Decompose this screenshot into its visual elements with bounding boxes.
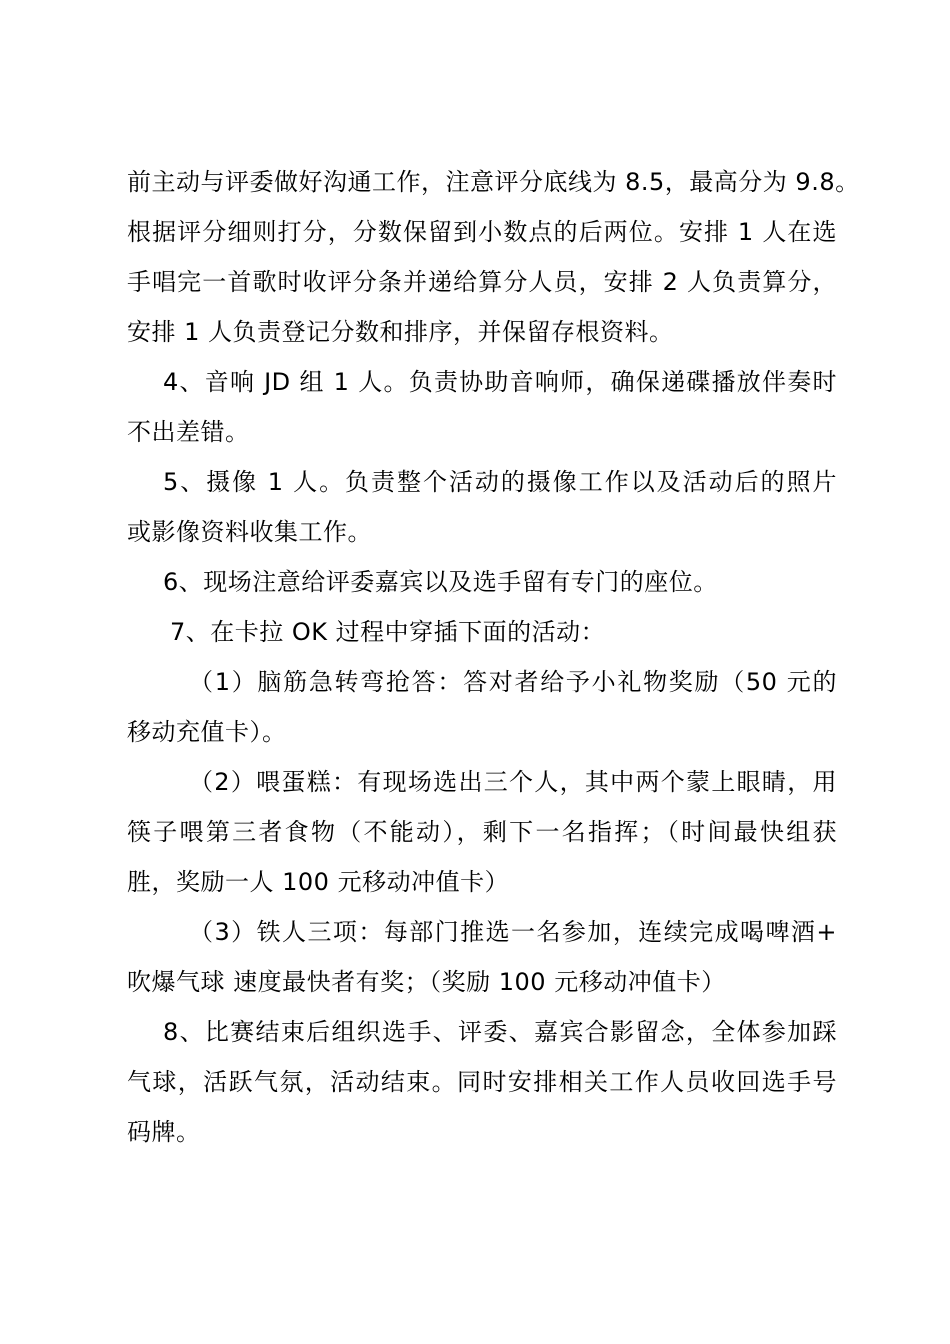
sub-item-1-line-2: 移动充值卡）。 [127, 718, 287, 746]
item-7-line: 7、在卡拉 OK 过程中穿插下面的活动： [170, 618, 606, 646]
text-line-1: 前主动与评委做好沟通工作，注意评分底线为 8.5，最高分为 9.8。 [127, 168, 860, 196]
sub-item-3-line-1: （3）铁人三项：每部门推选一名参加，连续完成喝啤酒+ [189, 918, 837, 946]
item-8-line-2: 气球，活跃气氛，活动结束。同时安排相关工作人员收回选手号 [127, 1068, 837, 1096]
sub-item-1-line-1: （1）脑筋急转弯抢答：答对者给予小礼物奖励（50 元的 [189, 668, 837, 696]
item-5-line-1: 5、摄像 1 人。负责整个活动的摄像工作以及活动后的照片 [163, 468, 837, 496]
sub-item-3-line-2: 吹爆气球 速度最快者有奖；（奖励 100 元移动冲值卡） [127, 968, 726, 996]
item-4-line-2: 不出差错。 [127, 418, 250, 446]
sub-item-2-line-1: （2）喂蛋糕：有现场选出三个人，其中两个蒙上眼睛，用 [189, 768, 837, 796]
item-8-line-3: 码牌。 [127, 1118, 201, 1146]
item-5-line-2: 或影像资料收集工作。 [127, 518, 372, 546]
item-6-line: 6、现场注意给评委嘉宾以及选手留有专门的座位。 [163, 568, 718, 596]
sub-item-2-line-3: 胜，奖励一人 100 元移动冲值卡） [127, 868, 510, 896]
item-8-line-1: 8、比赛结束后组织选手、评委、嘉宾合影留念，全体参加踩 [163, 1018, 837, 1046]
item-4-line-1: 4、音响 JD 组 1 人。负责协助音响师，确保递碟播放伴奏时 [163, 368, 837, 396]
text-line-2: 根据评分细则打分，分数保留到小数点的后两位。安排 1 人在选 [127, 218, 837, 246]
sub-item-2-line-2: 筷子喂第三者食物（不能动），剩下一名指挥；（时间最快组获 [127, 818, 837, 846]
text-line-4: 安排 1 人负责登记分数和排序，并保留存根资料。 [127, 318, 674, 346]
text-line-3: 手唱完一首歌时收评分条并递给算分人员，安排 2 人负责算分， [127, 268, 837, 296]
